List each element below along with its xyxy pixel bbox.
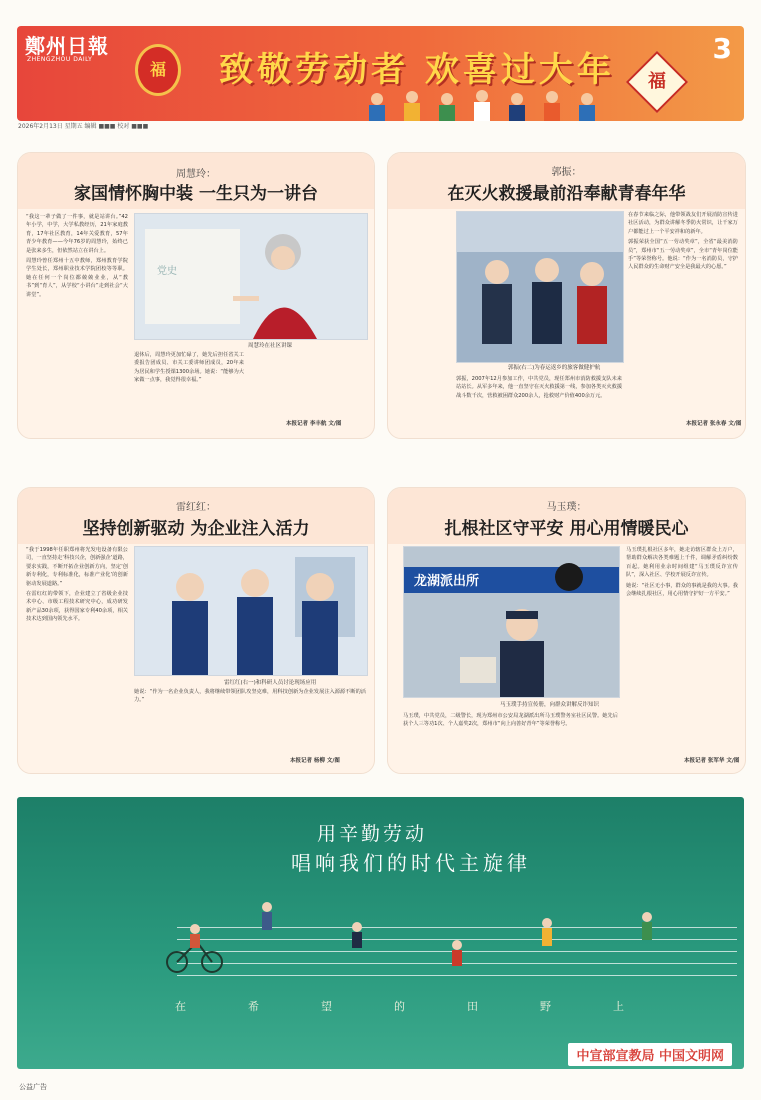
article-title: 家国情怀胸中装 一生只为一讲台 (74, 184, 318, 204)
public-service-poster (17, 797, 744, 1069)
newspaper-logo: 鄭州日報 (25, 34, 109, 58)
poster-slogan-line1: 用辛勤劳动 (317, 823, 428, 845)
fu-lantern-left: 福 (135, 44, 181, 96)
card-header (388, 488, 745, 544)
article-card-lei (17, 487, 375, 774)
article-body-col1: “我于1998年任职郑州将光发电设备有限公司，一直坚持走‘科技兴企，创新强企’道路，要求实践，不断开拓企业创新方向，坚定‘创新专利化，专利标准化，标准产业化’的创新驱动发展道路。” 在雷红红的带领下，企业建立了省级企业技术中心、市级工程技术研究中心，成功研发新产品30余项，获得国家专利40余项，相关技术达到国内领先水平。 (26, 547, 128, 623)
article-person: 马玉璞： (546, 502, 587, 513)
workers-on-staff-illustration (137, 887, 737, 987)
card-header (18, 488, 374, 544)
svg-text:党史: 党史 (157, 266, 177, 277)
article-body-col2: 马玉璞扎根社区多年，她走访辖区群众上万户，帮助群众解决各类难题上千件，调解矛盾纠纷数百起。她利用业余时间组建“马玉璞反诈宣传队”，深入社区、学校开展反诈宣传。 她说：“社区无小事，群众的事就是我的大事。我会继续扎根社区，用心用情守护好一方平安。” (626, 547, 738, 598)
article-byline: 本报记者 李丰航 文/图 (286, 421, 342, 427)
poster-source-credit: 中宣部宣教局 中国文明网 (568, 1043, 732, 1066)
photo-caption: 雷红红(右一)和科研人员讨论现场应用 (224, 680, 317, 686)
article-card-zhou (17, 152, 375, 439)
article-title: 扎根社区守平安 用心用情暖民心 (444, 519, 689, 539)
article-byline: 本报记者 杨柳 文/图 (290, 758, 340, 764)
article-photo (134, 213, 368, 340)
poster-lyric-line: 在希望的田野上 (175, 1000, 686, 1013)
fu-diamond-right: 福 (626, 51, 688, 113)
article-body-col1: “我这一辈子做了一件事，就是站讲台。”42年小学，中学，大学私教经历，21年家庭教育，17年社区教育，14年关爱教育，57年青少年教育——今年76岁的周慧玲，始终已是张来多生，但依然站立在讲台上。 周慧玲曾任郑州十五中教师，郑州教育学院学生处长，郑州职业技术学院团校等等职。她在任何一个岗位都兢兢业业，从“教书”到“育人”，从学校“小讲台”走到社会“大讲堂”。 (26, 214, 128, 298)
newspaper-logo-english: ZHENGZHOU DAILY (27, 56, 93, 63)
workers-illustration (357, 87, 607, 121)
article-body-col2: 在春节来临之际，他带领战友们开展消防宣传进社区活动，为群众讲解冬季防火常识，让千家万户都能过上一个平安祥和的新年。 郭振荣获全国“五一劳动奖章”，全省“最美消防员”，郑州市“五一劳动奖章”，全市“青年岗位能手”等荣誉称号。他说：“作为一名消防员，守护人民群众的生命财产安全是我最大的心愿。” (628, 212, 738, 271)
article-title: 坚持创新驱动 为企业注入活力 (82, 519, 310, 539)
article-body-col1: 郭振，2007年12月参加工作，中共党员，现任郑州市消防救援支队未来站站长。从军多年来，他一直坚守在灭火救援第一线，参加各类灭火救援战斗数千次，营救被困群众200余人，抢救财产价值400余万元。 (456, 376, 622, 399)
page-number: 3 (712, 32, 732, 65)
article-person: 周慧玲： (176, 169, 216, 180)
article-card-ma (387, 487, 746, 774)
page-headline: 致敬劳动者 欢喜过大年 (219, 50, 615, 90)
photo-caption: 郭振(右二)为春运返乡的旅客做健护航 (508, 365, 601, 371)
article-person: 雷红红： (176, 502, 216, 513)
article-byline: 本报记者 张军华 文/图 (684, 758, 740, 764)
poster-slogan-line2: 唱响我们的时代主旋律 (291, 851, 531, 875)
article-body-col2: 退休后，周慧玲更加忙碌了，她先后担任省关工委报告团成员、市关工委讲师团成员，20年来为居民和学生授课1300余场。她说：“能够为大家做一点事，我觉得很幸福。” (134, 352, 244, 384)
photo-caption: 周慧玲在社区讲课 (248, 343, 293, 349)
article-byline: 本报记者 张永春 文/图 (686, 421, 742, 427)
article-person: 郭振： (551, 167, 582, 178)
svg-text:龙湖派出所: 龙湖派出所 (414, 574, 480, 589)
public-ad-label: 公益广告 (19, 1083, 47, 1091)
card-header (18, 153, 374, 209)
article-photo (456, 211, 624, 363)
article-body-col1: 马玉璞，中共党员，二级警长，现为郑州市公安局龙湖派出所马玉璞警务室社区民警。她先后获个人三等功1次、个人嘉奖2次，郑州市“向上向善好青年”等荣誉称号。 (403, 713, 618, 728)
masthead-banner (17, 26, 744, 121)
article-card-guo (387, 152, 746, 439)
dateline: 2026年2月13日 星期五 编辑 ■■■ 校对 ■■■ (18, 123, 149, 130)
article-photo (403, 546, 620, 698)
card-header (388, 153, 745, 209)
article-photo (134, 546, 368, 676)
photo-caption: 马玉璞手持宣传册，向群众讲解反诈知识 (500, 702, 600, 708)
article-title: 在灭火救援最前沿奉献青春年华 (447, 184, 686, 204)
article-body-col2: 她说：“作为一名企业负责人，我将继续带领团队攻坚克难，用科技创新为企业发展注入源源不断的活力。” (134, 689, 366, 704)
